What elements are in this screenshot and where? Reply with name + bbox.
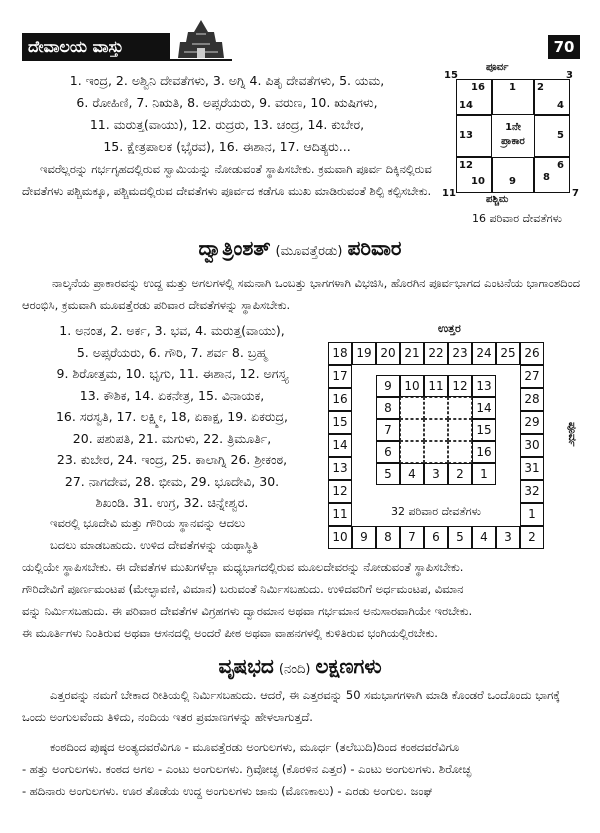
paragraph: ಇವರೆಲ್ಲರನ್ನು ಗರ್ಭಗೃಹದಲ್ಲಿರುವ ಸ್ವಾಮಿಯನ್ನು ನೋಡುವಂತೆ ಸ್ಥಾಪಿಸಬೇಕು. ಕ್ರಮವಾಗಿ ಪೂರ್ವ ದಿಕ್ಕಿನಲ್ಲಿರುವ ದೇವತೆಗಳು ಪಶ್ಚಿಮಕ್ಕೂ, ಪಶ್ಚಿಮದಲ್ಲಿರುವ ದೇವತೆಗಳು ಪೂರ್ವದ ಕಡೆಗೂ ಮುಖ ಮಾಡಿರುವಂತೆ ಶಿಲ್ಪಿ ಕಲ್ಪಿಸಬೇಕು. xyxy=(22,162,432,198)
grid-cell: 11 xyxy=(424,375,448,397)
cell-number: 16 xyxy=(471,82,485,93)
grid-cell: 15 xyxy=(328,411,352,434)
chapter-title: ದೇವಾಲಯ ವಾಸ್ತು xyxy=(22,33,170,61)
parivara-16-diagram xyxy=(440,62,590,234)
corner-label: 15 xyxy=(444,70,458,81)
section-heading: ದ್ವಾತ್ರಿಂಶತ್ (ಮೂವತ್ತೆರಡು) ಪರಿವಾರ xyxy=(198,236,402,260)
grid-cell: 10 xyxy=(400,375,424,397)
grid-cell: 12 xyxy=(328,480,352,503)
grid-cell: 25 xyxy=(496,342,520,365)
east-label: ಪೂರ್ವ xyxy=(486,62,509,73)
cell-number: 4 xyxy=(557,100,564,111)
grid-cell: 12 xyxy=(448,375,472,397)
list-line: 16. ಸರಸ್ವತಿ, 17. ಲಕ್ಷ್ಮೀ, 18, ಏಕಾಕ್ಷ, 19. ಏಕರುದ್ರ, xyxy=(55,409,289,424)
cell-number: 9 xyxy=(509,176,516,187)
grid-cell: 4 xyxy=(472,526,496,549)
grid-cell: 14 xyxy=(328,434,352,457)
grid-cell: 13 xyxy=(472,375,496,397)
center-label: ಪ್ರಾಕಾರ xyxy=(501,136,525,147)
cell-number: 12 xyxy=(459,160,473,171)
grid-cell: 9 xyxy=(376,375,400,397)
grid-cell: 19 xyxy=(352,342,376,365)
grid-cell: 17 xyxy=(328,365,352,388)
cell-number: 6 xyxy=(557,160,564,171)
center-cell xyxy=(400,419,424,441)
list-line: 1. ಅನಂತ, 2. ಅರ್ಕ, 3. ಭವ, 4. ಮರುತ್ತ(ವಾಯು), xyxy=(59,323,285,338)
center-cell xyxy=(424,419,448,441)
paragraph: ಎತ್ತರವನ್ನು ನಮಗೆ ಬೇಕಾದ ರೀತಿಯಲ್ಲಿ ನಿರ್ಮಿಸಬಹುದು. ಆದರೆ, ಈ ಎತ್ತರವನ್ನು 50 ಸಮಭಾಗಗಳಾಗಿ ಮಾಡಿ ಕೊಂಡರೆ ಒಂದೊಂದು ಭಾಗಕ್ಕೆ ಒಂದು ಅಂಗುಲವೆಂದು ತಿಳಿದು, ನಂದಿಯ ಇತರ ಪ್ರಮಾಣಗಳನ್ನು ಹೇಳಲಾಗುತ್ತದೆ. xyxy=(22,688,561,724)
center-cell xyxy=(424,441,448,463)
diagram-caption: 32 ಪರಿವಾರ ದೇವತೆಗಳು xyxy=(390,505,482,518)
west-label: ಪಶ್ಚಿಮ xyxy=(486,194,509,205)
grid-cell: 8 xyxy=(376,397,400,419)
cell-number: 10 xyxy=(471,176,485,187)
cell-number: 8 xyxy=(543,172,550,183)
grid-cell: 28 xyxy=(520,388,544,411)
deva-list xyxy=(22,70,432,158)
paragraph: ಕಂಠದಿಂದ ಪುಷ್ಠದ ಅಂತ್ಯದವರೆವಿಗೂ - ಮೂವತ್ತೆರಡು ಅಂಗುಲಗಳು, ಮೂರ್ಧ (ತಲೆಬುದಿ)ದಿಂದ ಕಂಠದವರೆವಿಗೂ - ಹತ್ತು ಅಂಗುಲಗಳು. ಕಂಠದ ಅಗಲ - ಎಂಟು ಅಂಗುಲಗಳು. ಗ್ರಿವೋಚ್ಛ (ಕೊರಳಿನ ಎತ್ತರ) - ಎಂಟು ಅಂಗುಲಗಳು. ಶಿರೋಚ್ಛ - ಹದಿನಾರು ಅಂಗುಲಗಳು. ಊರ ತೊಡೆಯ ಉದ್ದ ಅಂಗುಲಗಳು ಜಾನು (ಮೊಣಕಾಲು) - ಎರಡು ಅಂಗುಲ. ಜಂಘ xyxy=(22,740,472,798)
cell-number: 1 xyxy=(509,82,516,93)
grid-cell: 32 xyxy=(520,480,544,503)
grid-cell: 30 xyxy=(520,434,544,457)
cell-number: 14 xyxy=(459,100,473,111)
outer-ring-grid xyxy=(328,342,558,552)
paragraph: ಇವರಲ್ಲಿ ಭೂದೇವಿ ಮತ್ತು ಗೌರಿಯ ಸ್ಥಾನವನ್ನು ಆದಲು ಬದಲು ಮಾಡಬಹುದು. ಉಳಿದ ದೇವತೆಗಳನ್ನು ಯಥಾಸ್ಥಿತಿ xyxy=(50,516,259,552)
grid-cell: 6 xyxy=(376,441,400,463)
parivara-32-list xyxy=(22,320,322,514)
grid-cell: 5 xyxy=(376,463,400,485)
list-line: 15. ಕ್ಷೇತ್ರಪಾಲಕ (ಭೈರವ), 16. ಈಶಾನ, 17. ಆದಿತ್ಯರು... xyxy=(103,139,351,154)
paragraph: ನಾಲ್ಕನೆಯ ಪ್ರಾಕಾರವನ್ನು ಉದ್ದ ಮತ್ತು ಅಗಲಗಳಲ್ಲಿ ಸಮನಾಗಿ ಒಂಬತ್ತು ಭಾಗಗಳಾಗಿ ವಿಭಜಿಸಿ, ಹೊರಗಿನ ಪೂರ್ವಭಾಗದ ಎಂಟನೆಯ ಭಾಗಾಂಶದಿಂದ ಆರಂಭಿಸಿ, ಕ್ರಮವಾಗಿ ಮೂವತ್ತೆರಡು ಪರಿವಾರ ದೇವತೆಗಳನ್ನು ಸ್ಥಾಪಿಸಬೇಕು. xyxy=(22,276,581,312)
grid-cell: 10 xyxy=(328,526,352,549)
center-cell xyxy=(448,441,472,463)
center-cell xyxy=(448,419,472,441)
cell-number: 2 xyxy=(537,82,544,93)
east-label: ಪೂರ್ವ xyxy=(566,422,579,447)
grid-cell: 20 xyxy=(376,342,400,365)
grid-cell: 21 xyxy=(400,342,424,365)
grid-cell: 7 xyxy=(376,419,400,441)
grid-cell: 15 xyxy=(472,419,496,441)
list-line: 13. ಕೌಶಿಕ, 14. ಏಕನೇತ್ರ, 15. ವಿನಾಯಕ, xyxy=(79,387,265,403)
list-line: 20. ಪಶುಪತಿ, 21. ಮಗುಳು, 22. ತ್ರಿಮೂರ್ತಿ, xyxy=(72,430,272,446)
grid-cell: 9 xyxy=(352,526,376,549)
list-line: 9. ಶಿರೋತ್ತಮ, 10. ಭೃಗು, 11. ಈಶಾನ, 12. ಅಗಸ್ತ್ಯ xyxy=(56,366,288,381)
grid-cell: 29 xyxy=(520,411,544,434)
grid-cell: 26 xyxy=(520,342,544,365)
grid-cell: 6 xyxy=(424,526,448,549)
grid-cell: 14 xyxy=(472,397,496,419)
grid-cell: 27 xyxy=(520,365,544,388)
grid-cell: 2 xyxy=(520,526,544,549)
corner-label: 7 xyxy=(572,188,579,199)
diagram-caption: 16 ಪರಿವಾರ ದೇವತೆಗಳು xyxy=(471,212,563,225)
grid-cell: 24 xyxy=(472,342,496,365)
grid-cell: 23 xyxy=(448,342,472,365)
center-cell xyxy=(400,397,424,419)
grid-cell: 3 xyxy=(424,463,448,485)
grid-cell: 7 xyxy=(400,526,424,549)
grid-cell: 16 xyxy=(328,388,352,411)
center-label: 1ನೇ xyxy=(505,122,521,133)
center-cell xyxy=(424,397,448,419)
parivara-32-diagram xyxy=(328,322,586,554)
grid-cell: 5 xyxy=(448,526,472,549)
grid-cell: 16 xyxy=(472,441,496,463)
inner-square xyxy=(491,114,535,158)
grid-cell: 4 xyxy=(400,463,424,485)
cell-number: 5 xyxy=(557,130,564,141)
grid-cell: 3 xyxy=(496,526,520,549)
list-line: 5. ಅಪ್ಸರೆಯರು, 6. ಗೌರಿ, 7. ಶರ್ವ 8. ಬ್ರಹ್ಮ xyxy=(76,344,268,360)
center-cell xyxy=(448,397,472,419)
list-line: ಶಿಖಂಡಿ. 31. ಉಗ್ರ, 32. ಚಿನ್ನೇಶ್ವರ. xyxy=(95,495,249,510)
grid-cell: 1 xyxy=(520,503,544,526)
north-label: ಉತ್ತರ xyxy=(438,322,461,335)
grid-cell: 13 xyxy=(328,457,352,480)
corner-label: 3 xyxy=(566,70,573,81)
grid-cell: 31 xyxy=(520,457,544,480)
list-line: 1. ಇಂದ್ರ, 2. ಅಶ್ವಿನಿ ದೇವತೆಗಳು, 3. ಅಗ್ನಿ 4. ಪಿತೃ ದೇವತೆಗಳು, 5. ಯಮ, xyxy=(69,73,385,88)
list-line: 6. ರೋಹಿಣಿ, 7. ನಿಋತಿ, 8. ಅಪ್ಸರೆಯರು, 9. ವರುಣ, 10. ಋಷಿಗಳು, xyxy=(76,95,378,110)
grid-cell: 1 xyxy=(472,463,496,485)
grid-cell: 22 xyxy=(424,342,448,365)
grid-cell: 8 xyxy=(376,526,400,549)
grid-cell: 2 xyxy=(448,463,472,485)
list-line: 23. ಕುಬೇರ, 24. ಇಂದ್ರ, 25. ಕಾಲಾಗ್ನಿ 26. ಶ್ರೀಕಂಠ, xyxy=(56,452,288,467)
grid-cell: 18 xyxy=(328,342,352,365)
list-line: 27. ನಾಗದೇವ, 28. ಭೀಮ, 29. ಭೂದೇವಿ, 30. xyxy=(64,473,280,489)
corner-label: 11 xyxy=(442,188,456,199)
center-cell xyxy=(400,441,424,463)
temple-icon xyxy=(170,18,232,62)
paragraph: ಯಲ್ಲಿಯೇ ಸ್ಥಾಪಿಸಬೇಕು. ಈ ದೇವತೆಗಳ ಮುಖಗಳೆಲ್ಲಾ ಮಧ್ಯಭಾಗದಲ್ಲಿರುವ ಮೂಲದೇವರನ್ನು ನೋಡುವಂತೆ ಸ್ಥಾಪಿಸಬೇಕು. ಗೌರಿದೇವಿಗೆ ಪೂರ್ಣಮಂಟಪ (ಮೇಲ್ಛಾವಣಿ, ವಿಮಾನ) ಬರುವಂತೆ ನಿರ್ಮಿಸಬಹುದು. ಉಳಿದವರಿಗೆ ಅರ್ಧಮಂಟಪ, ವಿಮಾನ ವನ್ನು ನಿರ್ಮಿಸಬಹುದು. ಈ ಪರಿವಾರ ದೇವತೆಗಳ ವಿಗ್ರಹಗಳು ದ್ವಾರಮಾನ ಅಥವಾ ಗರ್ಭಮಾನ ಅನುಸಾರವಾಗಿಯೇ ಇರಬೇಕು. ಈ ಮೂರ್ತಿಗಳು ನಿಂತಿರುವ ಅಥವಾ ಆಸನದಲ್ಲಿ ಅಂದರೆ ಪೀಠ ಅಥವಾ ವಾಹನಗಳಲ್ಲಿ ಕುಳಿತಿರುವ ಭಂಗಿಯಲ್ಲಿರಬೇಕು. xyxy=(22,560,473,640)
outer-square xyxy=(456,79,570,193)
cell-number: 13 xyxy=(459,130,473,141)
page-number: 70 xyxy=(548,35,580,59)
section-heading: ವೃಷಭದ (ನಂದಿ) ಲಕ್ಷಣಗಳು xyxy=(218,654,382,678)
list-line: 11. ಮರುತ್ತ(ವಾಯು), 12. ರುದ್ರರು, 13. ಚಂದ್ರ, 14. ಕುಬೇರ, xyxy=(89,117,365,132)
grid-cell: 11 xyxy=(328,503,352,526)
